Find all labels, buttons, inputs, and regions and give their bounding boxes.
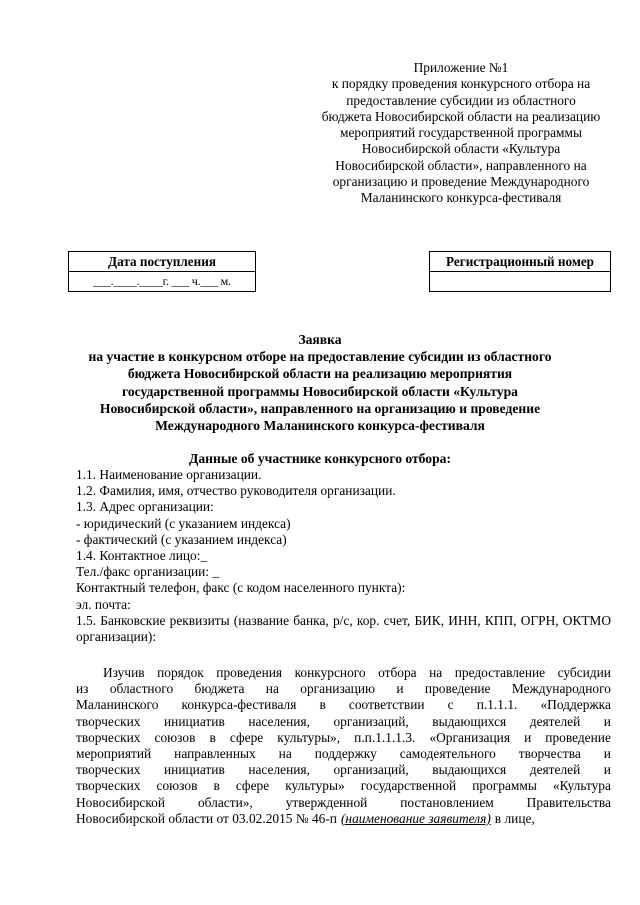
statement-word: творческих: [76, 713, 141, 729]
statement-word: Международного: [511, 681, 611, 697]
statement-paragraph: [76, 665, 611, 827]
statement-word: из: [76, 681, 89, 697]
statement-word: поддержку: [314, 746, 377, 762]
field-org-phone-fax: Тел./факс организации: _: [76, 564, 220, 580]
statement-word: деятелей: [529, 713, 581, 729]
title-line: Международного Маланинского конкурса-фестиваля: [155, 418, 485, 434]
statement-word: союзов: [156, 778, 198, 794]
statement-word: организаций,: [333, 713, 409, 729]
statement-word: предоставление: [454, 665, 546, 680]
statement-word: инициатив: [164, 762, 225, 778]
title-line: государственной программы Новосибирской области «Культура: [122, 383, 518, 399]
appendix-line: Маланинского конкурса-фестиваля: [360, 190, 562, 206]
statement-word: сфере: [229, 729, 264, 745]
statement-text: в лице,: [494, 810, 535, 826]
statement-word: конкурсного: [294, 665, 366, 680]
registration-number-header: Регистрационный номер: [430, 252, 611, 272]
statement-word: и: [603, 762, 611, 778]
statement-word: творчества: [518, 746, 581, 762]
appendix-line: к порядку проведения конкурсного отбора на: [331, 76, 591, 92]
statement-line: [76, 762, 611, 778]
appendix-line: бюджета Новосибирской области на реализацию: [321, 108, 601, 124]
statement-word: Изучив: [103, 665, 145, 680]
statement-word: сфере: [235, 778, 270, 794]
receipt-date-field[interactable]: ___.____.____г. ___ ч.___ м.: [69, 272, 256, 292]
appendix-line: Новосибирской области», направленного на: [335, 157, 587, 173]
statement-line: [76, 795, 611, 811]
statement-line: [76, 714, 611, 730]
statement-word: порядок: [157, 665, 204, 680]
statement-word: самодеятельного: [399, 746, 496, 762]
statement-word: союзов: [154, 729, 196, 745]
statement-line: [76, 730, 611, 746]
appendix-line: мероприятий государственной программы: [340, 125, 582, 141]
statement-word: проведение: [545, 729, 611, 745]
statement-word: творческих: [76, 762, 141, 778]
statement-line: [76, 697, 611, 713]
field-legal-address: - юридический (с указанием индекса): [76, 515, 291, 531]
receipt-date-header: Дата поступления: [69, 252, 256, 272]
statement-word: населения,: [248, 713, 310, 729]
field-director-name: 1.2. Фамилия, имя, отчество руководителя организации.: [76, 483, 396, 499]
statement-word: постановлением: [400, 794, 494, 810]
registration-number-box: [429, 251, 611, 292]
statement-line: [76, 778, 611, 794]
statement-word: и: [396, 681, 404, 697]
statement-word: и: [603, 713, 611, 729]
statement-word: мероприятий: [76, 746, 152, 762]
statement-word: творческих: [76, 778, 141, 794]
applicant-name-placeholder[interactable]: (наименование заявителя): [340, 810, 491, 826]
statement-line: [76, 746, 611, 762]
appendix-line: организацию и проведение Международного: [332, 174, 590, 190]
title-line: Заявка: [298, 332, 342, 347]
statement-word: программы: [472, 778, 537, 794]
statement-word: п.п.1.1.1.3.: [354, 729, 416, 745]
statement-word: с: [447, 697, 454, 713]
statement-word: в: [319, 697, 326, 713]
statement-word: соответствии: [348, 697, 425, 713]
field-email: эл. почта:: [76, 596, 131, 612]
statement-text: Новосибирской области от 03.02.2015 № 46-п: [76, 810, 337, 826]
participant-heading: Данные об участнике конкурсного отбора:: [189, 451, 451, 466]
statement-word: «Культура: [552, 778, 611, 794]
appendix-header: [296, 60, 626, 207]
field-address: 1.3. Адрес организации:: [76, 499, 214, 515]
statement-word: инициатив: [164, 713, 225, 729]
application-title: [60, 331, 580, 434]
statement-word: отбора: [378, 665, 417, 680]
statement-word: п.1.1.1.: [476, 697, 518, 713]
statement-word: творческих: [76, 729, 141, 745]
statement-line: [76, 665, 611, 681]
statement-word: организацию: [300, 681, 376, 697]
statement-word: областного: [109, 681, 174, 697]
appendix-line: предоставление субсидии из областного: [346, 92, 576, 108]
field-contact-phone: Контактный телефон, факс (с кодом населенного пункта):: [76, 580, 406, 596]
statement-word: области»,: [197, 794, 253, 810]
registration-number-field[interactable]: [430, 272, 611, 292]
statement-word: Маланинского: [76, 697, 159, 713]
field-bank-details: 1.5. Банковские реквизиты (название банка, р/с, кор. счет, БИК, ИНН, КПП, ОГРН, ОКТМО организации):: [76, 612, 611, 645]
statement-line: [76, 681, 611, 697]
statement-word: утвержденной: [285, 794, 368, 810]
title-line: бюджета Новосибирской области на реализацию мероприятия: [127, 366, 513, 382]
statement-word: населения,: [248, 762, 310, 778]
title-line: Новосибирской области», направленного на организацию и проведение: [99, 400, 541, 416]
statement-word: культуры»: [285, 778, 345, 794]
statement-word: Правительства: [526, 794, 611, 810]
statement-word: бюджета: [194, 681, 245, 697]
statement-word: на: [429, 665, 443, 680]
statement-word: субсидии: [557, 665, 611, 680]
statement-word: в: [209, 729, 216, 745]
statement-word: культуры»,: [277, 729, 341, 745]
title-line: на участие в конкурсном отборе на предоставление субсидии из областного: [88, 349, 552, 365]
statement-word: выдающихся: [432, 713, 507, 729]
field-organization-name: 1.1. Наименование организации.: [76, 467, 262, 482]
statement-word: «Поддержка: [540, 697, 611, 713]
statement-word: и: [603, 746, 611, 762]
statement-word: государственной: [360, 778, 457, 794]
statement-word: проведение: [424, 681, 491, 697]
participant-fields: [76, 467, 611, 645]
appendix-line: Новосибирской области «Культура: [361, 141, 561, 157]
statement-word: «Организация: [429, 729, 510, 745]
statement-word: Новосибирской: [76, 794, 166, 810]
field-contact-person: 1.4. Контактное лицо:_: [76, 548, 208, 564]
statement-word: на: [265, 681, 279, 697]
statement-word: направленных: [174, 746, 256, 762]
statement-word: на: [278, 746, 292, 762]
statement-word: проведения: [216, 665, 283, 680]
appendix-line: Приложение №1: [413, 60, 509, 75]
statement-word: организаций,: [333, 762, 409, 778]
statement-word: и: [524, 729, 532, 745]
statement-word: выдающихся: [432, 762, 507, 778]
receipt-date-box: [68, 251, 256, 292]
statement-last-line: [76, 811, 611, 827]
field-actual-address: - фактический (с указанием индекса): [76, 531, 287, 547]
statement-word: конкурса-фестиваля: [181, 697, 297, 713]
statement-word: деятелей: [529, 762, 581, 778]
statement-word: в: [213, 778, 220, 794]
